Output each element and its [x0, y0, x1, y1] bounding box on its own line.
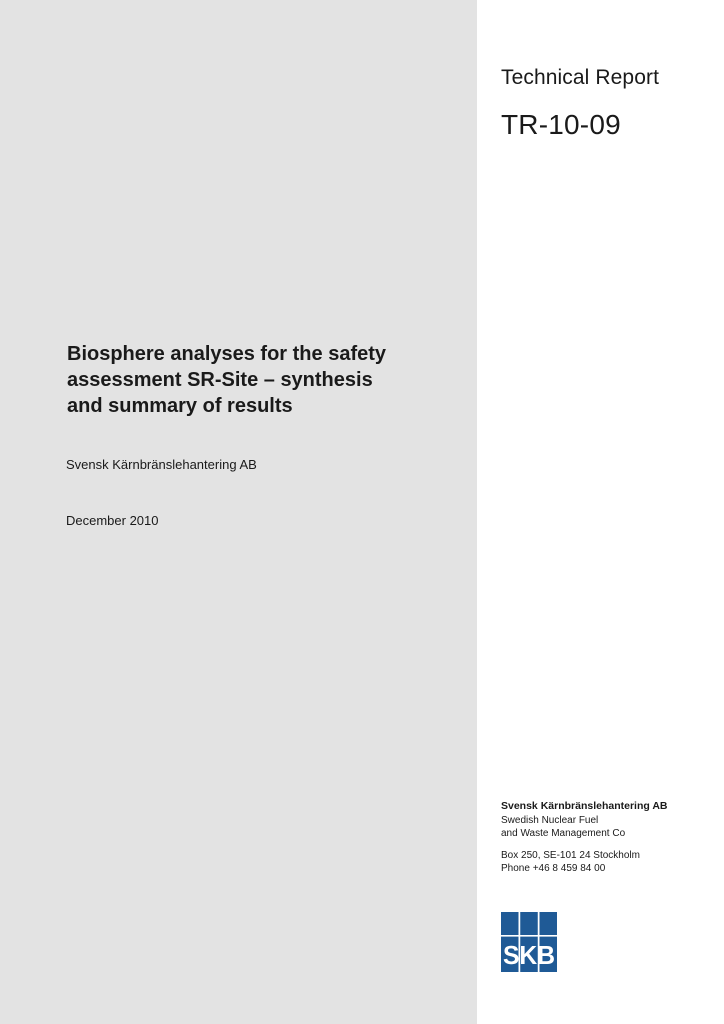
report-number: TR-10-09	[501, 109, 621, 140]
report-type: Technical Report	[501, 66, 660, 89]
document-author: Svensk Kärnbränslehantering AB	[66, 457, 257, 472]
publisher-name-en: Swedish Nuclear Fuel	[501, 814, 599, 826]
title-line: and summary of results	[67, 395, 293, 417]
logo-text: SKB	[503, 940, 555, 970]
title-line: Biosphere analyses for the safety	[67, 343, 387, 365]
publisher-name-en: and Waste Management Co	[501, 828, 626, 839]
skb-logo	[501, 912, 557, 972]
title-line: assessment SR-Site – synthesis	[67, 369, 373, 391]
publisher-name: Svensk Kärnbränslehantering AB	[501, 800, 668, 812]
logo-divider	[501, 935, 557, 937]
document-date: December 2010	[66, 513, 159, 528]
publisher-phone: Phone +46 8 459 84 00	[501, 863, 606, 874]
publisher-block	[501, 800, 668, 876]
publisher-address: Box 250, SE-101 24 Stockholm	[501, 849, 640, 861]
document-title	[67, 341, 447, 419]
